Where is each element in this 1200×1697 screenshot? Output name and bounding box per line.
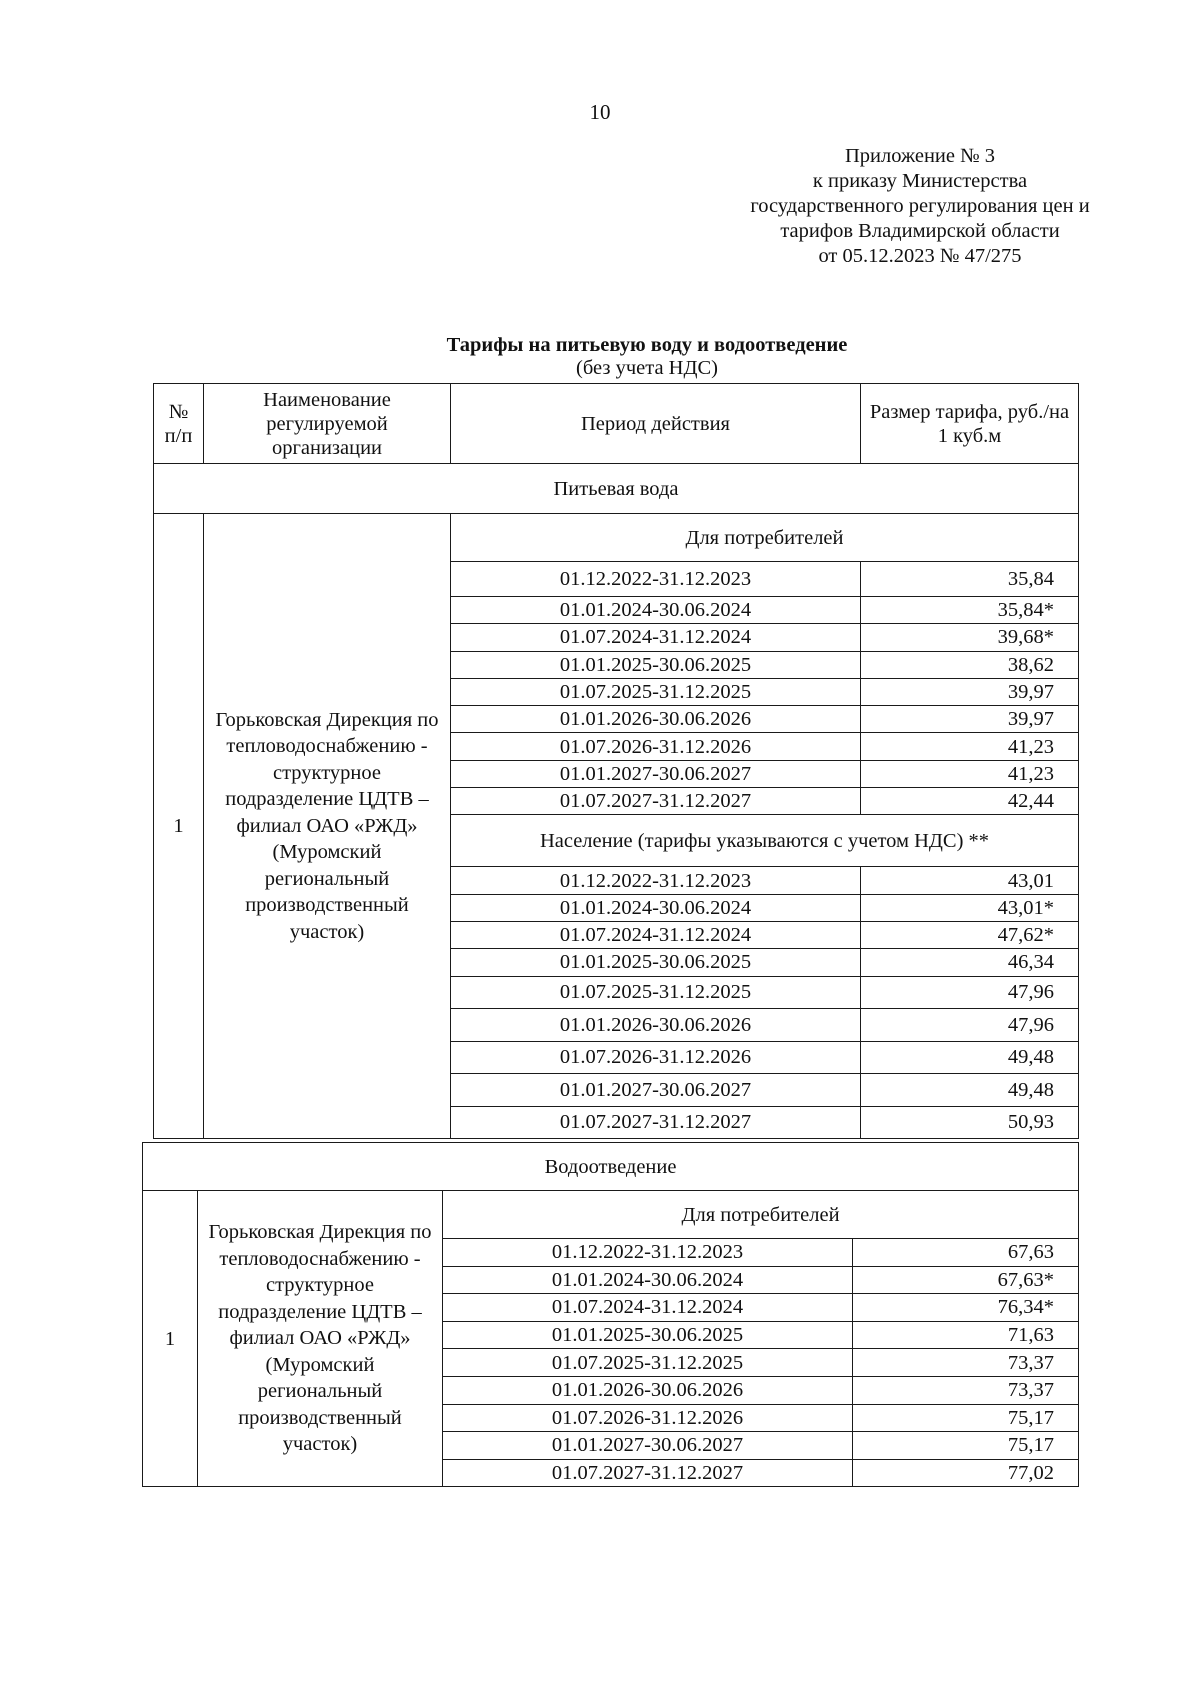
- document-title: Тарифы на питьевую воду и водоотведение: [446, 334, 848, 356]
- tariff-value-cell: 46,34: [861, 949, 1079, 976]
- period-cell: 01.07.2026-31.12.2026: [451, 1041, 861, 1074]
- appendix-block: [690, 144, 1150, 269]
- tariff-value-cell: 39,97: [861, 706, 1079, 733]
- period-cell: 01.01.2024-30.06.2024: [443, 1266, 853, 1294]
- period-cell: 01.01.2025-30.06.2025: [451, 949, 861, 976]
- tariff-value-cell: 76,34*: [853, 1294, 1079, 1322]
- tariff-value-cell: 50,93: [861, 1106, 1079, 1139]
- period-cell: 01.01.2027-30.06.2027: [451, 1074, 861, 1107]
- tariff-value-cell: 49,48: [861, 1041, 1079, 1074]
- header-tariff: Размер тарифа, руб./на 1 куб.м: [861, 384, 1079, 464]
- tariff-value-cell: 41,23: [861, 733, 1079, 760]
- tariff-value-cell: 39,97: [861, 678, 1079, 705]
- appendix-line: государственного регулирования цен и: [750, 195, 1090, 217]
- document-subtitle: (без учета НДС): [576, 357, 718, 379]
- subsection-title-consumers: Для потребителей: [443, 1191, 1079, 1239]
- period-cell: 01.12.2022-31.12.2023: [443, 1239, 853, 1267]
- section-title-water: Питьевая вода: [154, 464, 1079, 514]
- appendix-line: Приложение № 3: [844, 145, 996, 167]
- header-number: № п/п: [154, 384, 204, 464]
- subsection-title-consumers: Для потребителей: [451, 514, 1079, 562]
- tariff-table-sewer: [142, 1142, 1079, 1487]
- row-number: 1: [154, 514, 204, 1139]
- organization-name: Горьковская Дирекция по тепловодоснабжению - структурное подразделение ЦДТВ – филиал ОАО «РЖД» (Муромский региональный производственный участок): [204, 514, 451, 1139]
- tariff-value-cell: 39,68*: [861, 624, 1079, 651]
- tariff-value-cell: 67,63: [853, 1239, 1079, 1267]
- tariff-value-cell: 49,48: [861, 1074, 1079, 1107]
- subsection-title-population: Население (тарифы указываются с учетом НДС) **: [451, 815, 1079, 867]
- page-number: 10: [589, 100, 611, 124]
- section-row: [154, 464, 1079, 514]
- tariff-value-cell: 35,84: [861, 562, 1079, 597]
- period-cell: 01.07.2025-31.12.2025: [443, 1349, 853, 1377]
- section-row: [143, 1143, 1079, 1191]
- subsection-row: [143, 1191, 1079, 1239]
- tariff-value-cell: 47,96: [861, 976, 1079, 1009]
- tariff-value-cell: 43,01*: [861, 894, 1079, 921]
- row-number: 1: [143, 1191, 198, 1487]
- tariff-table-water: [153, 383, 1079, 1139]
- tariff-value-cell: 67,63*: [853, 1266, 1079, 1294]
- period-cell: 01.07.2025-31.12.2025: [451, 976, 861, 1009]
- period-cell: 01.12.2022-31.12.2023: [451, 562, 861, 597]
- period-cell: 01.01.2025-30.06.2025: [443, 1321, 853, 1349]
- tariff-value-cell: 35,84*: [861, 597, 1079, 624]
- period-cell: 01.07.2026-31.12.2026: [451, 733, 861, 760]
- period-cell: 01.07.2024-31.12.2024: [443, 1294, 853, 1322]
- table-header-row: [154, 384, 1079, 464]
- tariff-value-cell: 43,01: [861, 867, 1079, 894]
- period-cell: 01.01.2024-30.06.2024: [451, 894, 861, 921]
- period-cell: 01.07.2027-31.12.2027: [443, 1459, 853, 1487]
- period-cell: 01.01.2027-30.06.2027: [451, 760, 861, 787]
- appendix-line: от 05.12.2023 № 47/275: [818, 245, 1022, 267]
- period-cell: 01.12.2022-31.12.2023: [451, 867, 861, 894]
- tariff-value-cell: 38,62: [861, 651, 1079, 678]
- period-cell: 01.01.2026-30.06.2026: [451, 706, 861, 733]
- tariff-value-cell: 42,44: [861, 788, 1079, 815]
- period-cell: 01.01.2025-30.06.2025: [451, 651, 861, 678]
- period-cell: 01.07.2027-31.12.2027: [451, 788, 861, 815]
- period-cell: 01.07.2024-31.12.2024: [451, 921, 861, 948]
- tariff-value-cell: 75,17: [853, 1404, 1079, 1432]
- organization-name: Горьковская Дирекция по тепловодоснабжению - структурное подразделение ЦДТВ – филиал ОАО «РЖД» (Муромский региональный производственный участок): [198, 1191, 443, 1487]
- tariff-value-cell: 73,37: [853, 1349, 1079, 1377]
- section-title-sewer: Водоотведение: [143, 1143, 1079, 1191]
- subsection-row: [154, 514, 1079, 562]
- period-cell: 01.01.2024-30.06.2024: [451, 597, 861, 624]
- period-cell: 01.01.2027-30.06.2027: [443, 1432, 853, 1460]
- tariff-value-cell: 75,17: [853, 1432, 1079, 1460]
- tariff-value-cell: 73,37: [853, 1376, 1079, 1404]
- appendix-line: тарифов Владимирской области: [780, 220, 1060, 242]
- period-cell: 01.07.2024-31.12.2024: [451, 624, 861, 651]
- period-cell: 01.01.2026-30.06.2026: [443, 1376, 853, 1404]
- appendix-line: к приказу Министерства: [812, 170, 1028, 192]
- period-cell: 01.07.2027-31.12.2027: [451, 1106, 861, 1139]
- period-cell: 01.01.2026-30.06.2026: [451, 1009, 861, 1042]
- tariff-value-cell: 47,62*: [861, 921, 1079, 948]
- tariff-value-cell: 77,02: [853, 1459, 1079, 1487]
- tariff-value-cell: 47,96: [861, 1009, 1079, 1042]
- tariff-value-cell: 41,23: [861, 760, 1079, 787]
- period-cell: 01.07.2026-31.12.2026: [443, 1404, 853, 1432]
- header-period: Период действия: [451, 384, 861, 464]
- header-organization: Наименование регулируемой организации: [204, 384, 451, 464]
- tariff-value-cell: 71,63: [853, 1321, 1079, 1349]
- period-cell: 01.07.2025-31.12.2025: [451, 678, 861, 705]
